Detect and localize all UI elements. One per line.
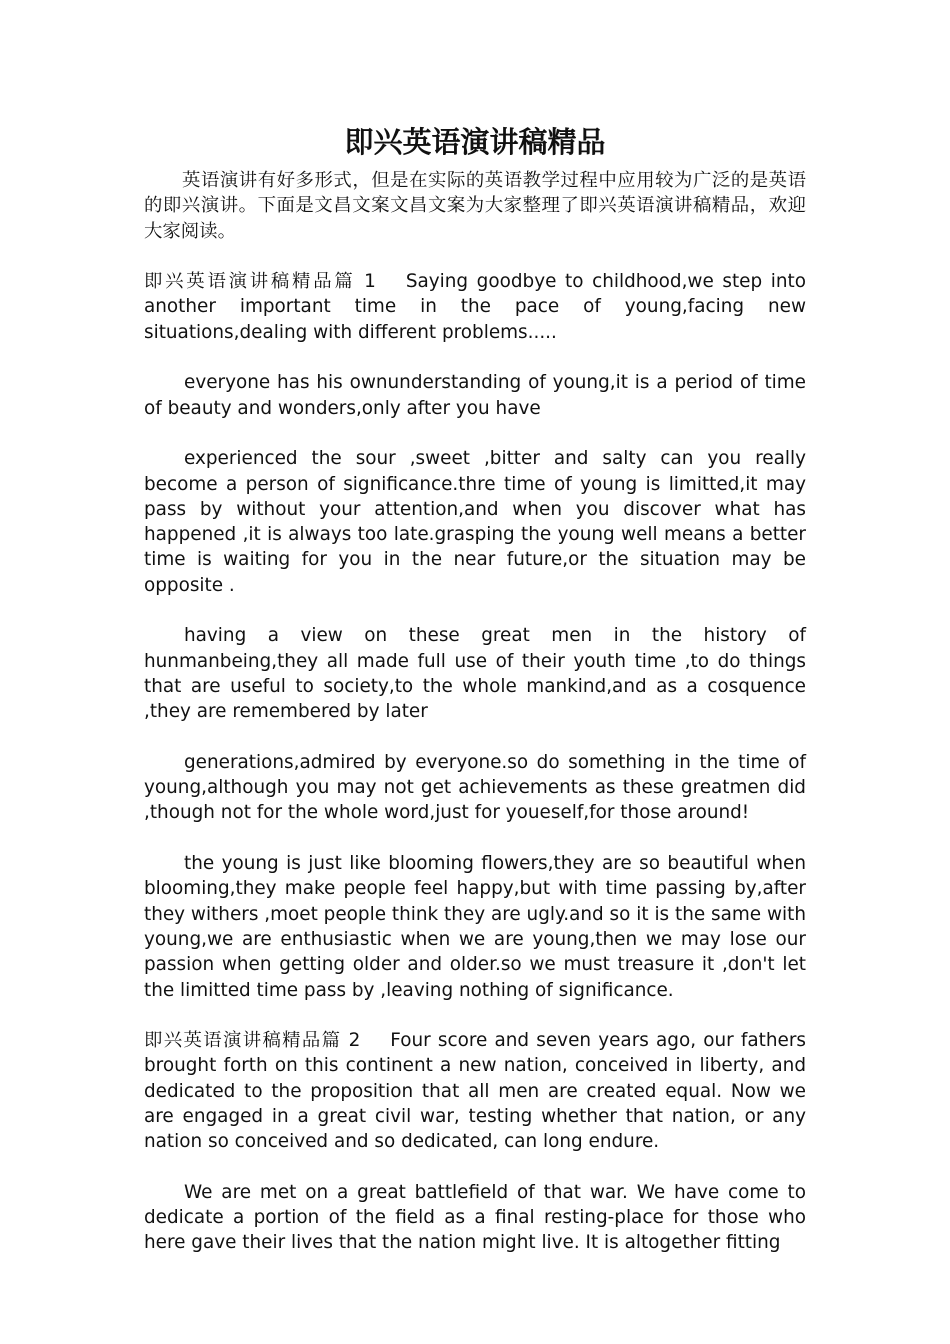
section1-paragraph-1: Saying goodbye to childhood,we step into another important time in the pace of young,facing new situations,dealing with different problems..... (144, 271, 806, 343)
section1-paragraph-3: experienced the sour ,sweet ,bitter and salty can you really become a person of significance.thre time of young is limitted,it may pass by without your attention,and when you discover what has happened ,it is always too late.grasping the young well means a better time is waiting for you in the near future,or the situation may be opposite . (144, 448, 806, 596)
section1-heading: 即兴英语演讲稿精品篇 1 (144, 271, 376, 293)
section1-paragraph-2: everyone has his ownunderstanding of young,it is a period of time of beauty and wonders,only after you have (144, 372, 806, 419)
section1-paragraph-4: having a view on these great men in the history of hunmanbeing,they all made full use of their youth time ,to do things that are useful to society,to the whole mankind,and as a cosquence ,they are remembered by later (144, 625, 806, 723)
intro-paragraph: 英语演讲有好多形式，但是在实际的英语教学过程中应用较为广泛的是英语的即兴演讲。下面是文昌文案文昌文案为大家整理了即兴英语演讲稿精品，欢迎大家阅读。 (144, 170, 806, 242)
section1-paragraph-5: generations,admired by everyone.so do something in the time of young,although you may not get achievements as these greatmen did ,though not for the whole word,just for youeself,for those around! (144, 751, 806, 824)
section1-paragraph-6: the young is just like blooming flowers,they are so beautiful when blooming,they make people feel happy,but with time passing by,after they withers ,moet people think they are ugly.and so it is the same with young,we are enthusiastic when we are young,then we may lose our passion when getting older and older.so we must treasure it ,don't let the limitted time pass by ,leaving nothing of significance. (144, 853, 806, 1001)
section2-paragraph-2: We are met on a great battlefield of that war. We have come to dedicate a portion of the field as a final resting-place for those who here gave their lives that the nation might live. It is altogether fitting (144, 1181, 806, 1254)
section2-first-paragraph (144, 1028, 806, 1154)
section2-paragraph-1: Four score and seven years ago, our fathers brought forth on this continent a new nation, conceived in liberty, and dedicated to the proposition that all men are created equal. Now we are engaged in a great civil war, testing whether that nation, or any nation so conceived and so dedicated, can long endure. (144, 1030, 807, 1153)
document-page (144, 120, 806, 1255)
document-title: 即兴英语演讲稿精品 (344, 125, 606, 159)
section2-heading: 即兴英语演讲稿精品篇 2 (144, 1030, 361, 1052)
section2-paragraph-2-container (144, 1180, 806, 1255)
section1-first-paragraph (144, 269, 806, 345)
